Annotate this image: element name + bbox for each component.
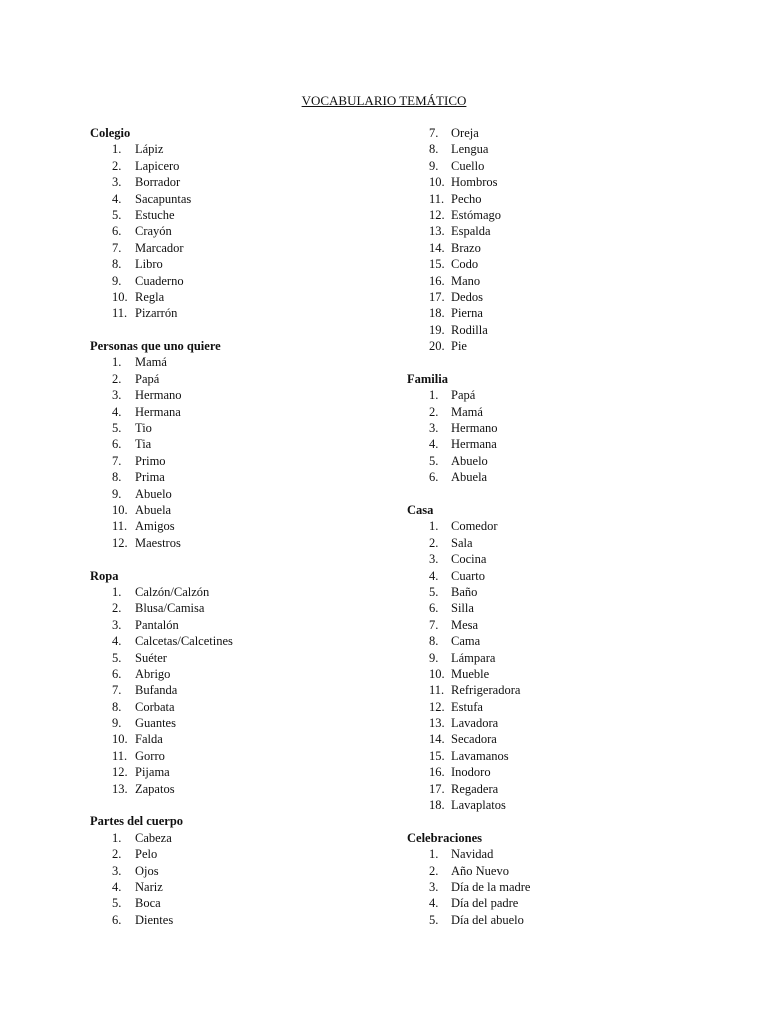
item-word: Borrador: [135, 175, 181, 190]
item-number: 16.: [429, 765, 445, 780]
list-item: [90, 371, 233, 387]
item-word: Abuelo: [451, 453, 488, 468]
item-word: Codo: [451, 257, 479, 272]
list-item: [90, 387, 233, 403]
section-spacer: [407, 354, 530, 370]
list-item: [407, 207, 530, 223]
section-familia: [407, 371, 530, 486]
item-word: Pelo: [135, 847, 158, 862]
section-spacer: [407, 486, 530, 502]
item-number: 2.: [112, 601, 122, 616]
item-number: 10.: [429, 175, 445, 190]
item-number: 7.: [429, 126, 439, 140]
item-word: Hombros: [451, 175, 498, 190]
list-item: [90, 846, 233, 862]
list-item: [90, 633, 233, 649]
section-heading: Celebraciones: [407, 830, 482, 845]
list-item: [90, 354, 233, 370]
item-word: Estufa: [451, 699, 483, 714]
item-number: 14.: [429, 240, 445, 255]
list-item: [407, 699, 530, 715]
section-spacer: [90, 551, 233, 567]
item-number: 12.: [429, 207, 445, 222]
item-number: 2.: [112, 158, 122, 173]
item-word: Lavaplatos: [451, 798, 506, 813]
vocabulary-list: [407, 518, 530, 813]
item-word: Maestros: [135, 535, 181, 550]
item-number: 10.: [429, 666, 445, 681]
list-item: [407, 797, 530, 813]
list-item: [90, 436, 233, 452]
item-number: 6.: [429, 601, 439, 616]
item-number: 1.: [112, 830, 122, 845]
section-casa: [407, 502, 530, 813]
item-number: 12.: [112, 765, 128, 780]
item-word: Cuarto: [451, 568, 486, 583]
list-item: [90, 273, 233, 289]
list-item: [407, 535, 530, 551]
list-item: [90, 420, 233, 436]
list-item: [407, 748, 530, 764]
list-item: [90, 486, 233, 502]
list-item: [407, 617, 530, 633]
item-word: Espalda: [451, 224, 491, 239]
item-word: Cuello: [451, 158, 485, 173]
list-item: [407, 863, 530, 879]
list-item: [407, 420, 530, 436]
item-word: Primo: [135, 453, 166, 468]
vocabulary-list: [90, 584, 233, 797]
item-word: Blusa/Camisa: [135, 601, 205, 616]
list-item: [407, 666, 530, 682]
list-item: [407, 404, 530, 420]
section-colegio: [90, 125, 233, 322]
item-number: 8.: [112, 257, 122, 272]
list-item: [407, 125, 530, 141]
item-word: Lengua: [451, 142, 489, 157]
item-number: 13.: [112, 781, 128, 796]
item-number: 7.: [112, 453, 122, 468]
section-spacer: [90, 322, 233, 338]
item-number: 13.: [429, 224, 445, 239]
item-number: 6.: [112, 224, 122, 239]
list-item: [407, 158, 530, 174]
list-item: [407, 551, 530, 567]
list-item: [90, 879, 233, 895]
item-number: 3.: [112, 617, 122, 632]
list-item: [90, 141, 233, 157]
item-number: 18.: [429, 306, 445, 321]
list-item: [407, 174, 530, 190]
item-number: 11.: [112, 306, 128, 321]
item-number: 13.: [429, 716, 445, 731]
item-number: 8.: [429, 142, 439, 157]
item-word: Día del abuelo: [451, 912, 524, 927]
item-word: Oreja: [451, 126, 479, 140]
list-item: [407, 223, 530, 239]
item-number: 9.: [112, 273, 122, 288]
item-number: 2.: [429, 404, 439, 419]
list-item: [90, 764, 233, 780]
item-number: 17.: [429, 781, 445, 796]
item-number: 11.: [429, 191, 445, 206]
item-number: 10.: [112, 289, 128, 304]
item-word: Cocina: [451, 552, 487, 567]
item-word: Pierna: [451, 306, 483, 321]
item-number: 3.: [112, 388, 122, 403]
item-number: 1.: [112, 355, 122, 370]
item-number: 11.: [112, 748, 128, 763]
list-item: [90, 469, 233, 485]
item-number: 1.: [429, 847, 439, 862]
item-number: 4.: [429, 437, 439, 452]
item-number: 10.: [112, 732, 128, 747]
item-number: 3.: [429, 879, 439, 894]
item-word: Amigos: [135, 519, 175, 534]
item-number: 4.: [112, 634, 122, 649]
item-number: 1.: [429, 388, 439, 403]
list-item: [90, 617, 233, 633]
list-item: [90, 650, 233, 666]
item-word: Pijama: [135, 765, 170, 780]
section-heading: Casa: [407, 502, 434, 517]
item-number: 8.: [429, 634, 439, 649]
item-word: Refrigeradora: [451, 683, 521, 698]
item-word: Abrigo: [135, 666, 171, 681]
item-number: 5.: [112, 207, 122, 222]
item-word: Hermano: [135, 388, 182, 403]
item-number: 3.: [112, 863, 122, 878]
item-number: 9.: [429, 650, 439, 665]
list-item: [90, 830, 233, 846]
item-number: 6.: [112, 912, 122, 927]
document-title: VOCABULARIO TEMÁTICO: [301, 93, 467, 108]
list-item: [407, 240, 530, 256]
item-word: Navidad: [451, 847, 494, 862]
item-word: Mesa: [451, 617, 479, 632]
item-word: Dedos: [451, 289, 483, 304]
item-word: Brazo: [451, 240, 481, 255]
item-word: Inodoro: [451, 765, 491, 780]
item-number: 2.: [112, 371, 122, 386]
item-word: Mamá: [135, 355, 167, 370]
list-item: [90, 404, 233, 420]
item-number: 5.: [112, 650, 122, 665]
section-heading: Familia: [407, 371, 448, 386]
item-word: Bufanda: [135, 683, 178, 698]
item-word: Mamá: [451, 404, 483, 419]
vocabulary-list: [407, 387, 530, 485]
item-word: Comedor: [451, 519, 498, 534]
item-word: Baño: [451, 584, 478, 599]
item-number: 16.: [429, 273, 445, 288]
list-item: [90, 535, 233, 551]
item-word: Mueble: [451, 666, 490, 681]
item-word: Gorro: [135, 748, 165, 763]
item-word: Silla: [451, 601, 474, 616]
item-number: 12.: [112, 535, 128, 550]
item-number: 8.: [112, 699, 122, 714]
item-word: Regla: [135, 289, 165, 304]
item-number: 15.: [429, 748, 445, 763]
section-heading: Ropa: [90, 568, 119, 583]
list-item: [407, 256, 530, 272]
list-item: [407, 387, 530, 403]
list-item: [90, 158, 233, 174]
list-item: [407, 633, 530, 649]
item-word: Abuela: [135, 502, 172, 517]
item-number: 11.: [429, 683, 445, 698]
item-number: 5.: [112, 896, 122, 911]
list-item: [407, 682, 530, 698]
list-item: [407, 781, 530, 797]
item-word: Libro: [135, 257, 163, 272]
item-number: 17.: [429, 289, 445, 304]
list-item: [407, 912, 530, 928]
list-item: [90, 305, 233, 321]
vocabulary-list: [90, 141, 233, 321]
item-word: Rodilla: [451, 322, 488, 337]
section-ropa: [90, 568, 233, 797]
item-word: Ojos: [135, 863, 159, 878]
item-word: Corbata: [135, 699, 175, 714]
list-item: [407, 322, 530, 338]
vocabulary-list: [407, 846, 530, 928]
item-word: Calcetas/Calcetines: [135, 634, 233, 649]
section-spacer: [407, 813, 530, 829]
item-word: Hermana: [135, 404, 181, 419]
item-number: 1.: [112, 584, 122, 599]
item-word: Pantalón: [135, 617, 179, 632]
item-word: Estómago: [451, 207, 501, 222]
item-number: 6.: [429, 470, 439, 485]
item-word: Abuelo: [135, 486, 172, 501]
list-item: [407, 191, 530, 207]
item-word: Hermana: [451, 437, 497, 452]
item-number: 2.: [429, 863, 439, 878]
list-item: [407, 289, 530, 305]
section-spacer: [90, 797, 233, 813]
item-number: 3.: [429, 421, 439, 436]
item-number: 20.: [429, 339, 445, 354]
item-number: 6.: [112, 666, 122, 681]
list-item: [407, 715, 530, 731]
item-number: 7.: [429, 617, 439, 632]
item-word: Secadora: [451, 732, 497, 747]
item-number: 7.: [112, 683, 122, 698]
vocabulary-list: [90, 354, 233, 551]
item-word: Abuela: [451, 470, 488, 485]
item-number: 12.: [429, 699, 445, 714]
list-item: [90, 174, 233, 190]
item-word: Día de la madre: [451, 879, 531, 894]
item-number: 9.: [429, 158, 439, 173]
item-number: 7.: [112, 240, 122, 255]
list-item: [407, 469, 530, 485]
item-number: 4.: [112, 404, 122, 419]
list-item: [407, 305, 530, 321]
item-number: 3.: [429, 552, 439, 567]
item-word: Falda: [135, 732, 163, 747]
item-number: 5.: [112, 421, 122, 436]
list-item: [407, 453, 530, 469]
item-word: Dientes: [135, 912, 174, 927]
item-word: Tio: [135, 421, 152, 436]
item-word: Cabeza: [135, 830, 172, 845]
list-item: [90, 731, 233, 747]
list-item: [407, 273, 530, 289]
vocabulary-list: [90, 830, 233, 928]
item-word: Lámpara: [451, 650, 496, 665]
list-item: [90, 699, 233, 715]
item-number: 9.: [112, 486, 122, 501]
item-number: 2.: [112, 847, 122, 862]
item-word: Lapicero: [135, 158, 180, 173]
list-item: [90, 502, 233, 518]
section-continued: [407, 125, 530, 354]
item-number: 11.: [112, 519, 128, 534]
list-item: [90, 912, 233, 928]
list-item: [407, 436, 530, 452]
list-item: [407, 141, 530, 157]
list-item: [407, 568, 530, 584]
item-word: Pie: [451, 339, 467, 354]
item-word: Mano: [451, 273, 481, 288]
list-item: [90, 289, 233, 305]
item-word: Lavadora: [451, 716, 499, 731]
item-word: Día del padre: [451, 896, 519, 911]
item-number: 18.: [429, 798, 445, 813]
list-item: [407, 584, 530, 600]
list-item: [90, 895, 233, 911]
item-word: Calzón/Calzón: [135, 584, 210, 599]
item-word: Guantes: [135, 716, 176, 731]
list-item: [90, 600, 233, 616]
list-item: [90, 223, 233, 239]
list-item: [90, 584, 233, 600]
item-number: 2.: [429, 535, 439, 550]
right-column: [407, 125, 530, 928]
section-heading: Partes del cuerpo: [90, 814, 184, 829]
list-item: [407, 338, 530, 354]
item-word: Pizarrón: [135, 306, 178, 321]
item-number: 5.: [429, 453, 439, 468]
item-number: 3.: [112, 175, 122, 190]
item-word: Estuche: [135, 207, 175, 222]
item-number: 6.: [112, 437, 122, 452]
item-number: 9.: [112, 716, 122, 731]
item-number: 19.: [429, 322, 445, 337]
item-number: 14.: [429, 732, 445, 747]
item-word: Cama: [451, 634, 481, 649]
list-item: [90, 863, 233, 879]
list-item: [90, 191, 233, 207]
left-column: [90, 125, 233, 928]
section-celebraciones: [407, 830, 530, 928]
item-word: Cuaderno: [135, 273, 184, 288]
list-item: [407, 518, 530, 534]
item-word: Lavamanos: [451, 748, 509, 763]
list-item: [407, 600, 530, 616]
list-item: [407, 879, 530, 895]
item-word: Pecho: [451, 191, 482, 206]
list-item: [90, 207, 233, 223]
section-heading: Colegio: [90, 126, 131, 140]
section-partes-del-cuerpo: [90, 813, 233, 928]
list-item: [407, 846, 530, 862]
item-word: Zapatos: [135, 781, 175, 796]
list-item: [407, 895, 530, 911]
item-word: Hermano: [451, 421, 498, 436]
item-word: Tia: [135, 437, 152, 452]
section-personas-que-uno-quiere: [90, 338, 233, 551]
item-word: Suéter: [135, 650, 167, 665]
item-number: 8.: [112, 470, 122, 485]
item-word: Marcador: [135, 240, 184, 255]
list-item: [407, 650, 530, 666]
list-item: [90, 666, 233, 682]
item-word: Prima: [135, 470, 165, 485]
item-word: Lápiz: [135, 142, 164, 157]
item-number: 4.: [112, 191, 122, 206]
item-word: Papá: [451, 388, 476, 403]
item-number: 1.: [429, 519, 439, 534]
item-number: 10.: [112, 502, 128, 517]
item-number: 4.: [429, 896, 439, 911]
list-item: [90, 781, 233, 797]
list-item: [407, 731, 530, 747]
item-number: 4.: [429, 568, 439, 583]
list-item: [90, 256, 233, 272]
item-word: Sacapuntas: [135, 191, 192, 206]
item-word: Año Nuevo: [451, 863, 509, 878]
list-item: [90, 748, 233, 764]
item-number: 15.: [429, 257, 445, 272]
item-number: 1.: [112, 142, 122, 157]
item-word: Boca: [135, 896, 161, 911]
item-word: Sala: [451, 535, 473, 550]
item-number: 5.: [429, 584, 439, 599]
list-item: [90, 682, 233, 698]
vocabulary-list: [407, 125, 530, 354]
list-item: [90, 518, 233, 534]
item-word: Regadera: [451, 781, 499, 796]
item-number: 5.: [429, 912, 439, 927]
item-number: 4.: [112, 879, 122, 894]
list-item: [90, 240, 233, 256]
item-word: Nariz: [135, 879, 163, 894]
section-heading: Personas que uno quiere: [90, 339, 221, 354]
list-item: [90, 453, 233, 469]
item-word: Papá: [135, 371, 160, 386]
list-item: [407, 764, 530, 780]
item-word: Crayón: [135, 224, 172, 239]
list-item: [90, 715, 233, 731]
